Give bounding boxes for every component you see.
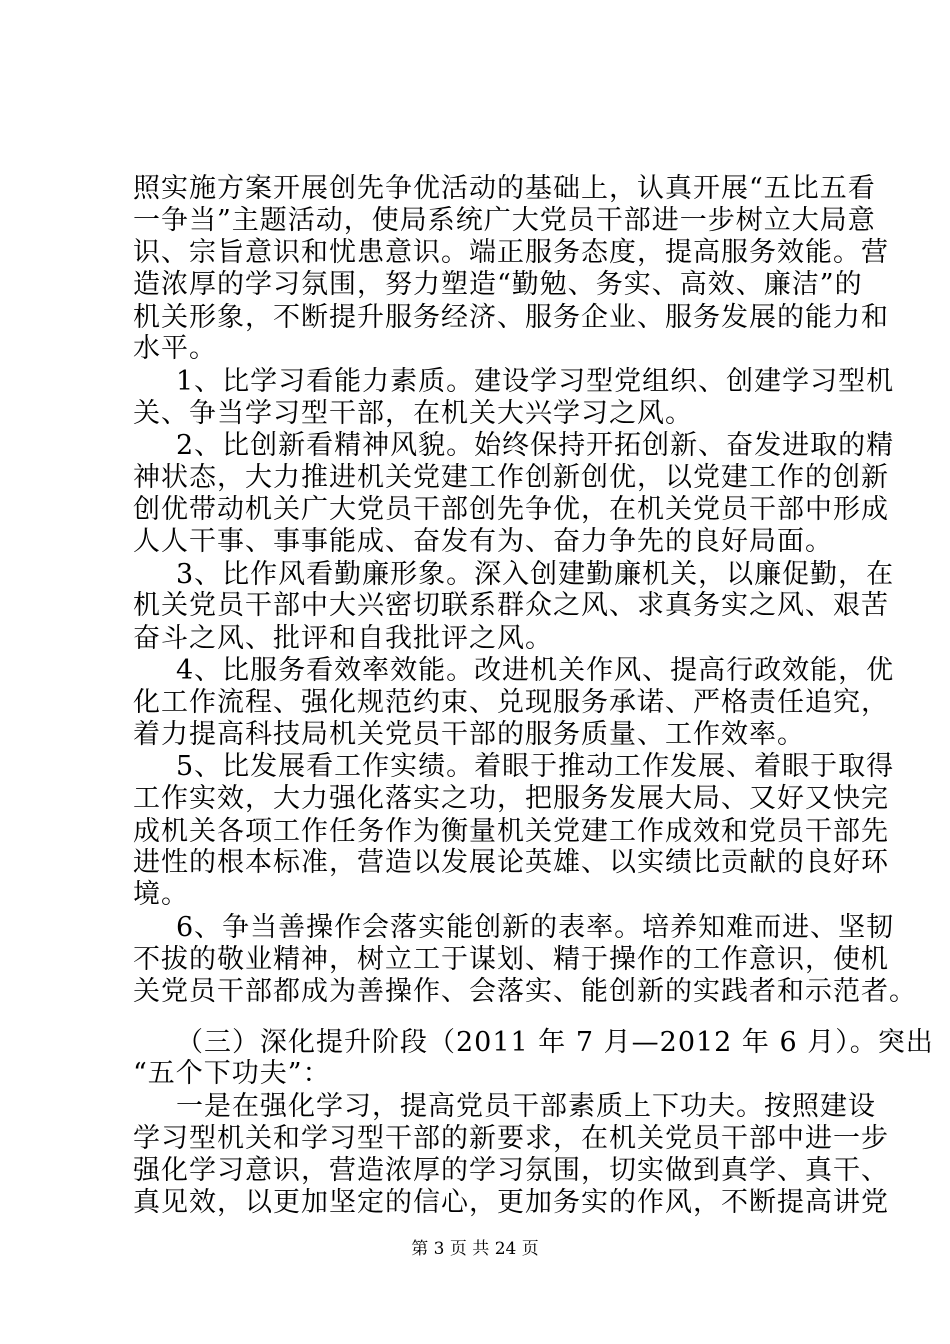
text-line: 学习型机关和学习型干部的新要求，在机关党员干部中进一步: [133, 1123, 889, 1154]
text-line: 成机关各项工作任务作为衡量机关党建工作成效和党员干部先: [133, 816, 889, 847]
text-line: 水平。: [133, 333, 217, 364]
text-line: 关党员干部都成为善操作、会落实、能创新的实践者和示范者。: [133, 976, 917, 1007]
text-line: 强化学习意识，营造浓厚的学习氛围，切实做到真学、真干、: [133, 1155, 889, 1186]
section-heading: “五个下功夫”：: [133, 1058, 331, 1089]
text-line: 4、比服务看效率效能。改进机关作风、提高行政效能，优: [176, 655, 895, 686]
text-line: 化工作流程、强化规范约束、兑现服务承诺、严格责任追究，: [133, 687, 889, 718]
text-line: 进性的根本标准，营造以发展论英雄、以实绩比贡献的良好环: [133, 847, 889, 878]
text-line: 5、比发展看工作实绩。着眼于推动工作发展、着眼于取得: [176, 751, 895, 782]
text-line: 6、争当善操作会落实能创新的表率。培养知难而进、坚韧: [176, 912, 895, 943]
text-line: 真见效，以更加坚定的信心，更加务实的作风，不断提高讲党: [133, 1187, 889, 1218]
page-number-footer: 第 3 页 共 24 页: [411, 1239, 539, 1259]
text-line: 工作实效，大力强化落实之功，把服务发展大局、又好又快完: [133, 783, 889, 814]
text-line: 机关形象，不断提升服务经济、服务企业、服务发展的能力和: [133, 302, 889, 333]
text-line: 不拔的敬业精神，树立工于谋划、精于操作的工作意识，使机: [133, 944, 889, 975]
text-line: 一争当”主题活动，使局系统广大党员干部进一步树立大局意: [133, 205, 876, 236]
text-line: 照实施方案开展创先争优活动的基础上，认真开展“五比五看: [133, 173, 876, 204]
section-heading: （三）深化提升阶段（2011 年 7 月—2012 年 6 月）。突出: [176, 1027, 934, 1058]
text-line: 创优带动机关广大党员干部创先争优，在机关党员干部中形成: [133, 494, 889, 525]
text-line: 3、比作风看勤廉形象。深入创建勤廉机关，以廉促勤，在: [176, 559, 895, 590]
text-line: 神状态，大力推进机关党建工作创新创优，以党建工作的创新: [133, 462, 889, 493]
text-line: 关、争当学习型干部，在机关大兴学习之风。: [133, 398, 693, 429]
text-line: 人人干事、事事能成、奋发有为、奋力争先的良好局面。: [133, 526, 833, 557]
text-line: 识、宗旨意识和忧患意识。端正服务态度，提高服务效能。营: [133, 237, 889, 268]
text-line: 1、比学习看能力素质。建设学习型党组织、创建学习型机: [176, 366, 895, 397]
text-line: 奋斗之风、批评和自我批评之风。: [133, 623, 553, 654]
text-line: 2、比创新看精神风貌。始终保持开拓创新、奋发进取的精: [176, 430, 895, 461]
text-line: 着力提高科技局机关党员干部的服务质量、工作效率。: [133, 719, 805, 750]
text-line: 一是在强化学习，提高党员干部素质上下功夫。按照建设: [176, 1091, 876, 1122]
text-line: 境。: [133, 879, 189, 910]
text-line: 造浓厚的学习氛围，努力塑造“勤勉、务实、高效、廉洁”的: [133, 269, 863, 300]
text-line: 机关党员干部中大兴密切联系群众之风、求真务实之风、艰苦: [133, 590, 889, 621]
